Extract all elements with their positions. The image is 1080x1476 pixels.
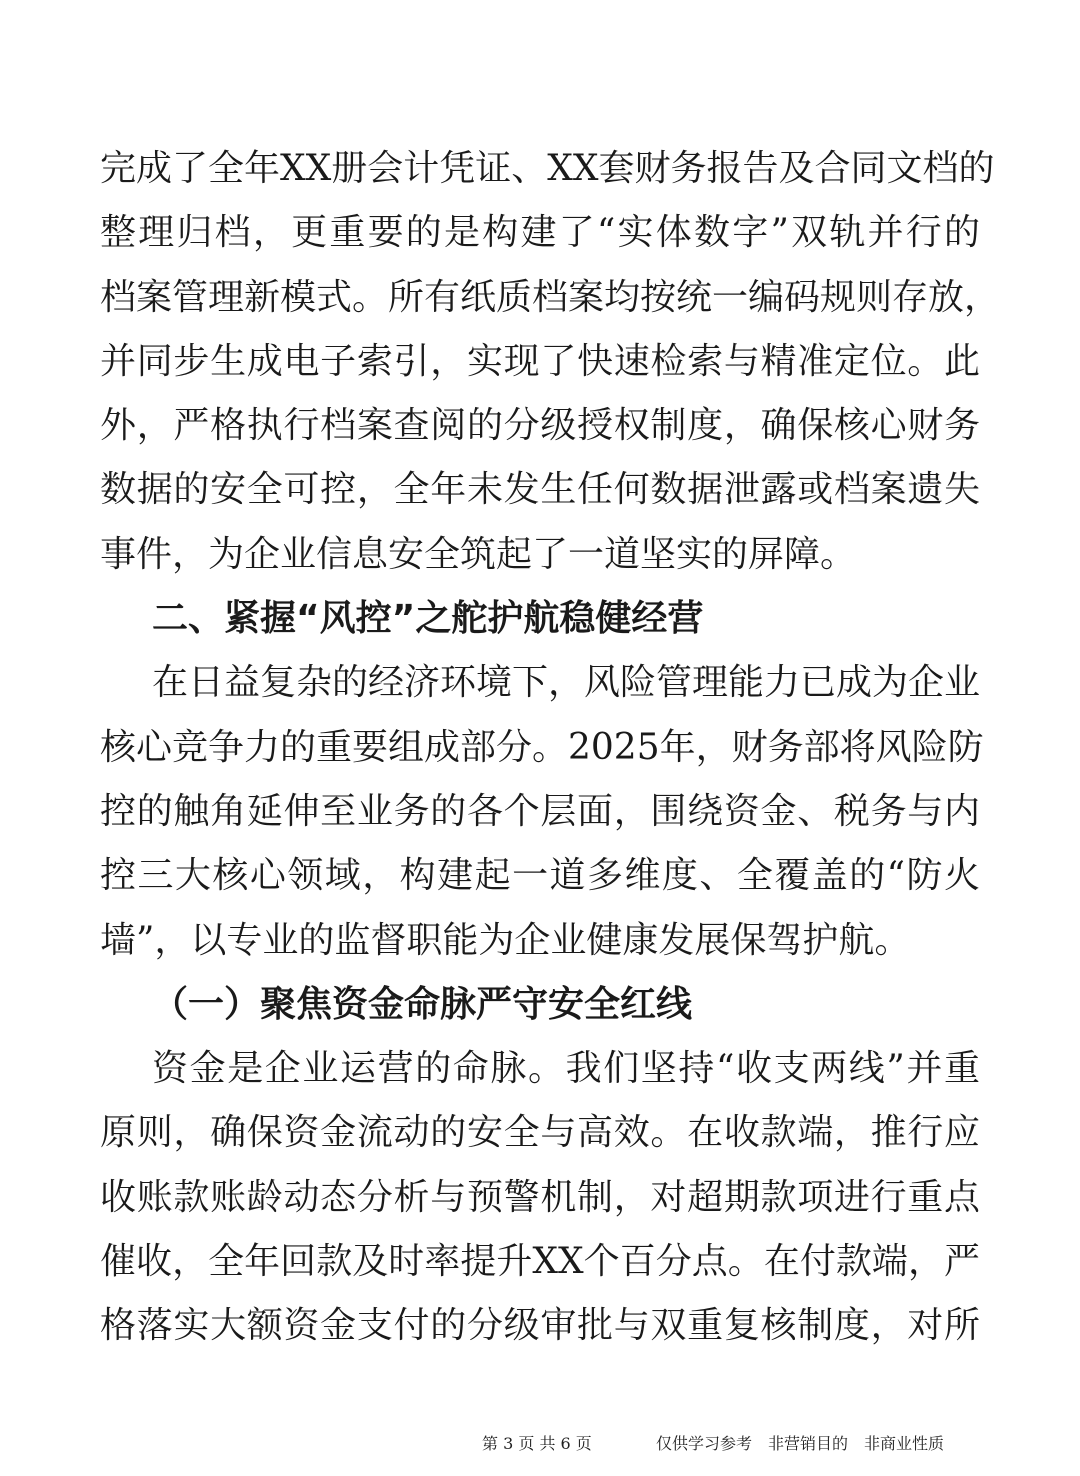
section-heading: 二、紧握“风控”之舵护航稳健经营 <box>152 598 704 640</box>
paragraph-line: 在日益复杂的经济环境下，风险管理能力已成为企业 <box>152 662 981 704</box>
paragraph-line: 核心竞争力的重要组成部分。2025年，财务部将风险防 <box>100 726 984 768</box>
paragraph-line: 外，严格执行档案查阅的分级授权制度，确保核心财务 <box>100 405 980 447</box>
paragraph-line: 控的触角延伸至业务的各个层面，围绕资金、税务与内 <box>100 790 980 832</box>
page-footer <box>0 1432 1080 1456</box>
usage-notice: 仅供学习参考 非营销目的 非商业性质 <box>656 1434 945 1453</box>
paragraph-line: 墙”，以专业的监督职能为企业健康发展保驾护航。 <box>100 919 911 961</box>
paragraph-line: 资金是企业运营的命脉。我们坚持“收支两线”并重 <box>152 1048 980 1090</box>
paragraph-line: 完成了全年XX册会计凭证、XX套财务报告及合同文档的 <box>100 148 995 189</box>
paragraph-line: 整理归档，更重要的是构建了“实体数字”双轨并行的 <box>100 212 980 254</box>
paragraph-line: 催收，全年回款及时率提升XX个百分点。在付款端，严 <box>100 1241 980 1283</box>
paragraph-line: 并同步生成电子索引，实现了快速检索与精准定位。此 <box>100 340 980 382</box>
paragraph-line: 原则，确保资金流动的安全与高效。在收款端，推行应 <box>100 1112 980 1154</box>
paragraph-line: 格落实大额资金支付的分级审批与双重复核制度，对所 <box>100 1305 980 1347</box>
paragraph-line: 事件，为企业信息安全筑起了一道坚实的屏障。 <box>100 533 857 575</box>
page-number: 第 3 页 共 6 页 <box>482 1434 592 1453</box>
paragraph-line: 数据的安全可控，全年未发生任何数据泄露或档案遗失 <box>100 469 980 511</box>
subsection-heading: （一）聚焦资金命脉严守安全红线 <box>152 983 693 1025</box>
document-body <box>100 137 1001 1359</box>
paragraph-line: 控三大核心领域，构建起一道多维度、全覆盖的“防火 <box>100 855 980 897</box>
paragraph-line: 收账款账龄动态分析与预警机制，对超期款项进行重点 <box>100 1176 980 1218</box>
paragraph-line: 档案管理新模式。所有纸质档案均按统一编码规则存放， <box>100 276 1001 318</box>
